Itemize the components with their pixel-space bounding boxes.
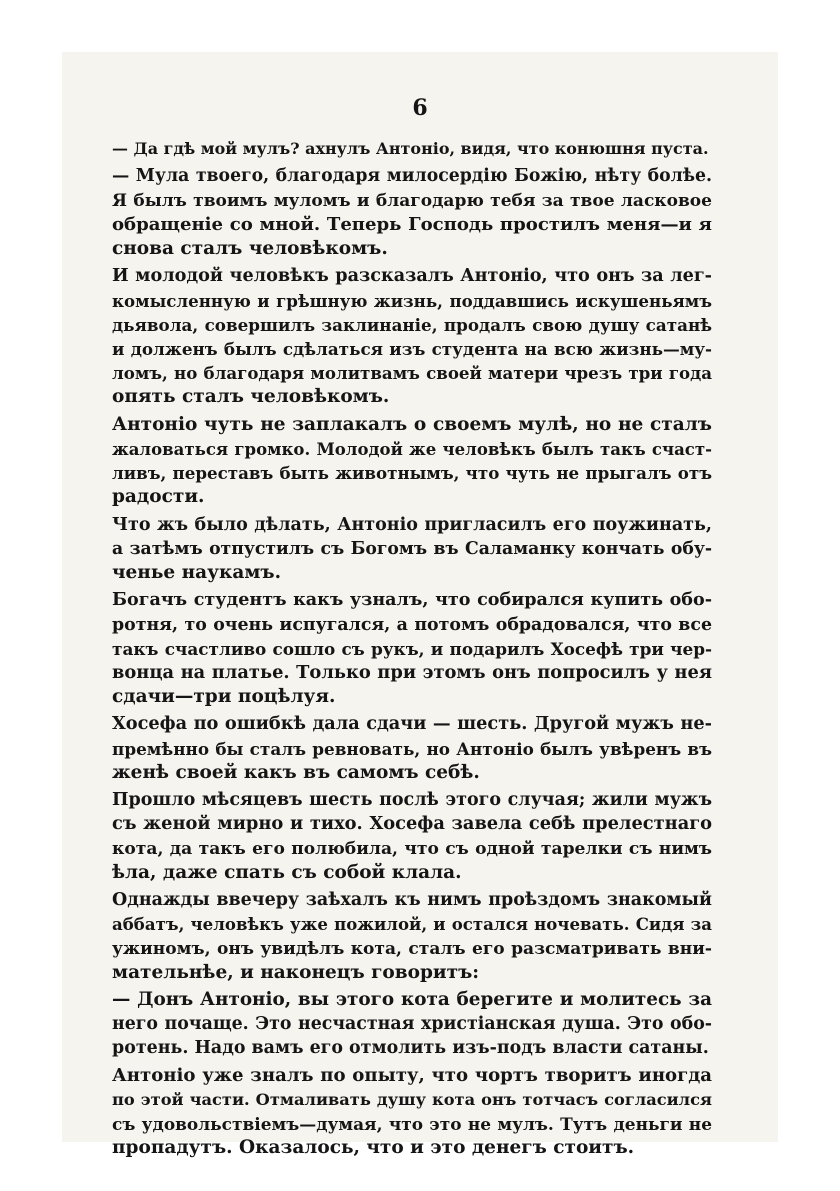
paragraph bbox=[112, 1064, 712, 1161]
text-line: ужиномъ, онъ увидѣлъ кота, сталъ его разсматривать вни- bbox=[112, 938, 712, 959]
text-line: — Мула твоего, благодаря милосердію Божію, нѣту болѣе. bbox=[112, 166, 712, 187]
text-line: дьявола, совершилъ заклинаніе, продалъ свою душу сатанѣ bbox=[112, 314, 712, 335]
text-line: Хосефа по ошибкѣ дала сдачи — шесть. Другой мужъ не- bbox=[112, 713, 712, 735]
text-line: ротня, то очень испугался, а потомъ обрадовался, что все bbox=[112, 614, 712, 635]
paragraph bbox=[112, 413, 712, 510]
text-line: Прошло мѣсяцевъ шесть послѣ этого случая; жили мужъ bbox=[112, 790, 712, 811]
text-line: мательнѣе, и наконецъ говоритъ: bbox=[112, 961, 480, 983]
text-line: ротень. Надо вамъ его отмолить изъ-подъ власти сатаны. bbox=[112, 1038, 709, 1059]
text-line: по этой части. Отмаливать душу кота онъ тотчасъ согласился bbox=[112, 1090, 712, 1109]
text-line: аббатъ, человѣкъ уже пожилой, и остался ночевать. Сидя за bbox=[112, 914, 712, 935]
text-line: радости. bbox=[112, 486, 205, 508]
text-line: ченье наукамъ. bbox=[112, 561, 282, 583]
text-line: обращеніе со мной. Теперь Господь простилъ меня—и я bbox=[112, 213, 712, 235]
text-line: съ удовольствіемъ—думая, что это не мулъ. Тутъ деньги не bbox=[112, 1114, 712, 1135]
paragraph bbox=[112, 588, 712, 709]
text-line: ливъ, переставъ быть животнымъ, что чуть не прыгалъ отъ bbox=[112, 463, 712, 483]
paragraph bbox=[112, 988, 712, 1061]
text-line: Богачъ студентъ какъ узналъ, что собирался купить обо- bbox=[112, 590, 712, 611]
text-line: комысленную и грѣшную жизнь, поддавшись искушеньямъ bbox=[112, 290, 712, 311]
text-line: И молодой человѣкъ разсказалъ Антоніо, что онъ за лег- bbox=[112, 265, 712, 287]
text-line: пропадутъ. Оказалось, что и это денегъ стоитъ. bbox=[112, 1137, 635, 1159]
page-number: 6 bbox=[412, 95, 428, 121]
text-line: — Да гдѣ мой мулъ? ахнулъ Антоніо, видя, что конюшня пуста. bbox=[112, 139, 709, 158]
text-line: вонца на платье. Только при этомъ онъ попросилъ у нея bbox=[112, 661, 712, 683]
text-line: Я былъ твоимъ муломъ и благодарю тебя за твое ласковое bbox=[112, 190, 712, 211]
text-line: — Донъ Антоніо, вы этого кота берегите и молитесь за bbox=[112, 989, 712, 1011]
text-line: а затѣмъ отпустилъ съ Богомъ въ Саламанку кончать обу- bbox=[112, 538, 712, 559]
text-line: Антоніо уже зналъ по опыту, что чортъ творитъ иногда bbox=[112, 1064, 712, 1086]
paragraph bbox=[112, 513, 712, 586]
paragraph bbox=[112, 164, 712, 261]
text-line: жаловаться громко. Молодой же человѣкъ былъ такъ счаст- bbox=[112, 438, 712, 459]
text-line: ломъ, но благодаря молитвамъ своей матери чрезъ три года bbox=[112, 363, 712, 384]
text-line: ѣла, даже спать съ собой клала. bbox=[112, 861, 462, 883]
text-line: кота, да такъ его полюбила, что съ одной тарелки съ нимъ bbox=[112, 838, 712, 859]
paragraph bbox=[112, 712, 712, 785]
text-line: премѣнно бы сталъ ревновать, но Антоніо былъ увѣренъ въ bbox=[112, 738, 712, 759]
text-line: и долженъ былъ сдѣлаться изъ студента на всю жизнь—му- bbox=[112, 338, 712, 359]
body-text bbox=[112, 137, 712, 1161]
text-line: такъ счастливо сошло съ рукъ, и подарилъ Хосефѣ три чер- bbox=[112, 638, 712, 659]
paragraph bbox=[112, 788, 712, 885]
text-line: него почаще. Это несчастная христіанская душа. Это обо- bbox=[112, 1014, 712, 1035]
text-line: опять сталъ человѣкомъ. bbox=[112, 386, 390, 408]
paragraph bbox=[112, 888, 712, 985]
text-line: Антоніо чуть не заплакалъ о своемъ мулѣ, но не сталъ bbox=[112, 413, 712, 435]
text-line: Однажды ввечеру заѣхалъ къ нимъ проѣздомъ знакомый bbox=[112, 890, 712, 911]
paragraph bbox=[112, 264, 712, 409]
text-line: сдачи—три поцѣлуя. bbox=[112, 686, 336, 708]
text-line: снова сталъ человѣкомъ. bbox=[112, 237, 388, 259]
text-line: съ женой мирно и тихо. Хосефа завела себѣ прелестнаго bbox=[112, 813, 712, 835]
text-line: Что жъ было дѣлать, Антоніо пригласилъ его поужинать, bbox=[112, 514, 712, 535]
text-line: женѣ своей какъ въ самомъ себѣ. bbox=[112, 761, 480, 783]
paragraph bbox=[112, 137, 712, 161]
